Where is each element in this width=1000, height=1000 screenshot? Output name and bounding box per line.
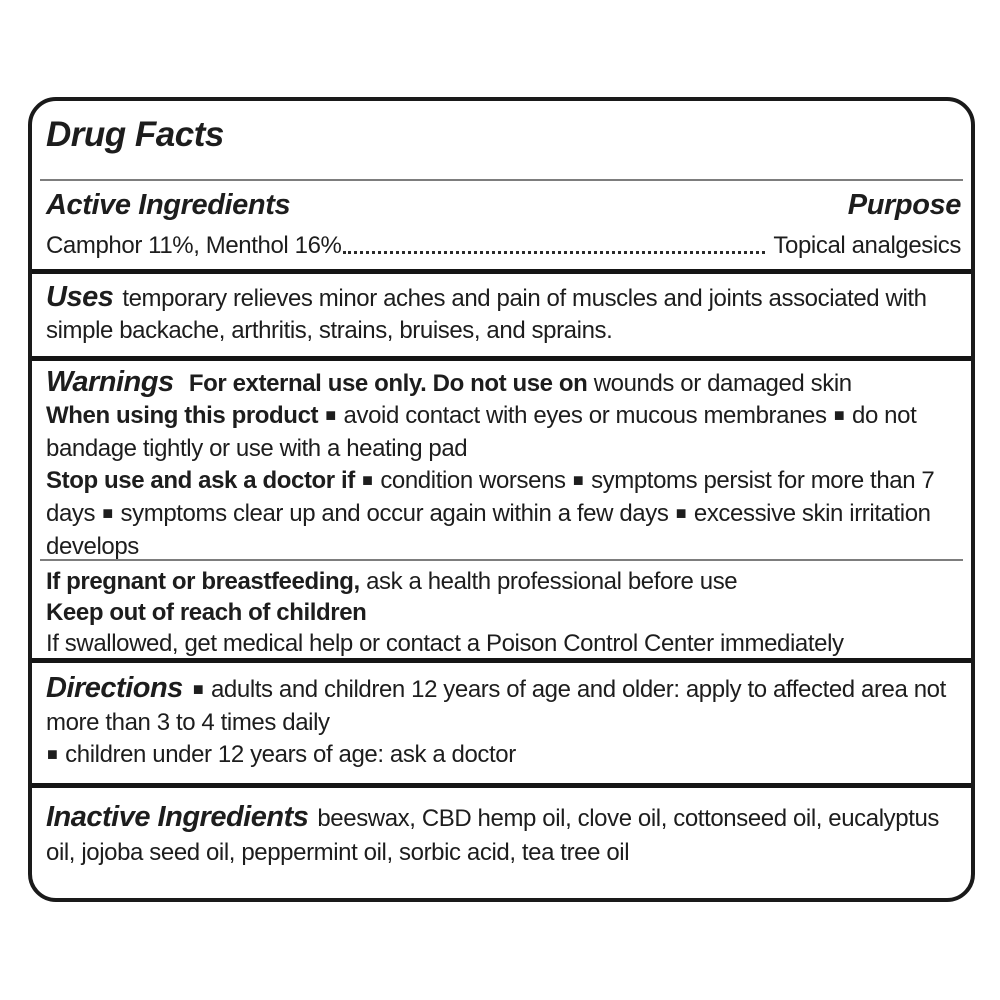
square-bullet-icon: ■ xyxy=(833,405,845,425)
when-using-paragraph xyxy=(46,400,965,465)
pregnancy-section xyxy=(32,561,971,658)
stop-use-paragraph xyxy=(46,465,965,563)
square-bullet-icon: ■ xyxy=(675,503,687,523)
stop-use-item: symptoms persist for more than 7 days xyxy=(46,467,935,527)
pregnant-text: ask a health professional before use xyxy=(366,568,738,595)
dotted-leader xyxy=(343,251,765,254)
external-use-bold: For external use only. Do not use on xyxy=(188,370,588,397)
stop-use-item: symptoms clear up and occur again within a few days xyxy=(120,500,669,527)
uses-section xyxy=(32,274,971,356)
warnings-heading: Warnings xyxy=(46,366,174,398)
directions-item: adults and children 12 years of age and older: apply to affected area not more than 3 to 4 times daily xyxy=(46,676,946,736)
purpose-heading: Purpose xyxy=(847,189,961,221)
directions-children-line xyxy=(46,739,965,772)
pregnant-label: If pregnant or breastfeeding, xyxy=(46,568,360,595)
uses-heading: Uses xyxy=(46,281,114,313)
drug-facts-title: Drug Facts xyxy=(46,115,224,154)
inactive-heading: Inactive Ingredients xyxy=(46,801,309,833)
uses-text: temporary relieves minor aches and pain of muscles and joints associated with simple backache, arthritis, strains, bruises, and sprains. xyxy=(46,285,927,344)
active-heading-row xyxy=(46,188,965,222)
directions-paragraph xyxy=(46,672,965,739)
directions-heading: Directions xyxy=(46,672,183,704)
square-bullet-icon: ■ xyxy=(47,744,58,764)
active-ingredients-heading: Active Ingredients xyxy=(46,189,291,221)
directions-section xyxy=(32,663,971,783)
active-ingredients-section xyxy=(32,181,971,269)
square-bullet-icon: ■ xyxy=(325,405,337,425)
inactive-paragraph xyxy=(46,800,965,870)
square-bullet-icon: ■ xyxy=(362,470,374,490)
when-using-item: do not bandage tightly or use with a heating pad xyxy=(46,402,917,462)
external-use-regular: wounds or damaged skin xyxy=(593,370,852,397)
drug-facts-label xyxy=(28,97,975,902)
stop-use-item: excessive skin irritation develops xyxy=(46,500,931,560)
warnings-external-use-line xyxy=(46,366,965,400)
header-section xyxy=(32,101,971,179)
warnings-section xyxy=(32,361,971,559)
purpose-value: Topical analgesics xyxy=(773,232,961,259)
swallowed-line: If swallowed, get medical help or contact a Poison Control Center immediately xyxy=(46,630,844,657)
square-bullet-icon: ■ xyxy=(102,503,114,523)
keep-out-line: Keep out of reach of children xyxy=(46,599,367,626)
stop-use-item: condition worsens xyxy=(380,467,566,494)
ingredient-names: Camphor 11%, Menthol 16% xyxy=(46,232,342,259)
square-bullet-icon: ■ xyxy=(192,679,204,699)
uses-paragraph xyxy=(46,281,965,347)
inactive-ingredients-section xyxy=(32,788,971,899)
when-using-label: When using this product xyxy=(46,402,319,429)
pregnant-line xyxy=(46,566,965,597)
stop-use-label: Stop use and ask a doctor if xyxy=(46,467,355,494)
inactive-text: beeswax, CBD hemp oil, clove oil, cottonseed oil, eucalyptus oil, jojoba seed oil, peppermint oil, sorbic acid, tea tree oil xyxy=(46,805,940,866)
active-ingredient-row xyxy=(46,231,965,261)
when-using-item: avoid contact with eyes or mucous membranes xyxy=(343,402,827,429)
directions-item: children under 12 years of age: ask a doctor xyxy=(65,741,516,768)
square-bullet-icon: ■ xyxy=(572,470,584,490)
